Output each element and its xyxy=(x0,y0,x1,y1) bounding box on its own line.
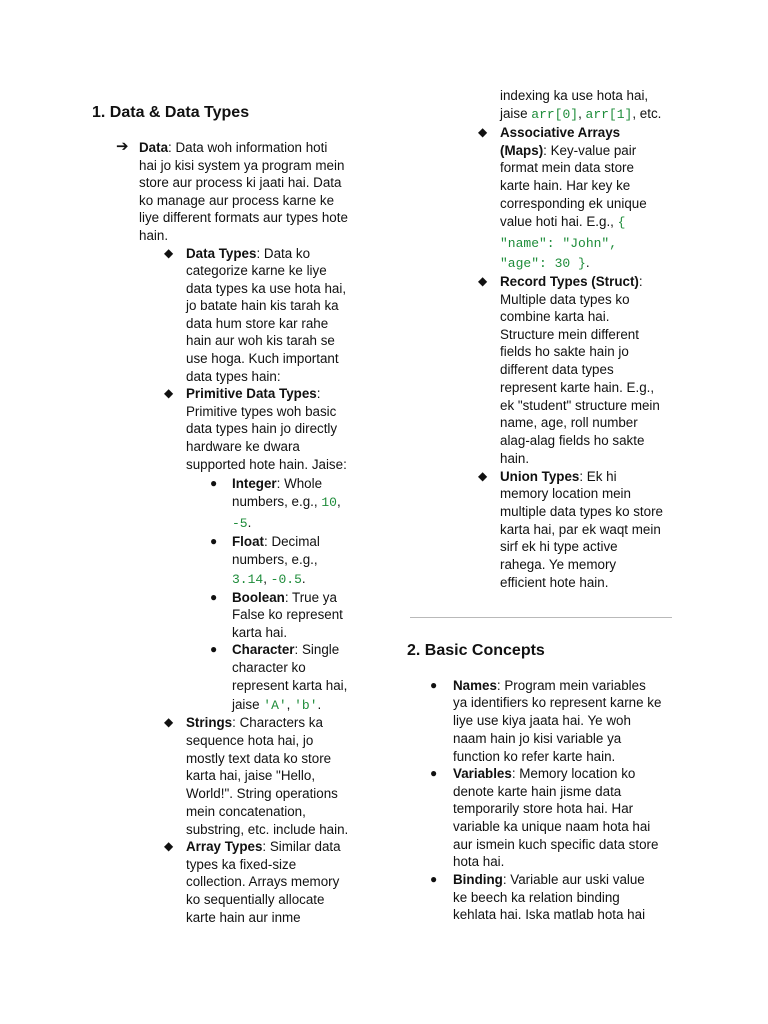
data-definition-line-4: ko manage aur process karne ke xyxy=(139,193,335,208)
integer-line-3: -5. xyxy=(232,515,252,531)
dot-bullet-icon: ● xyxy=(210,642,218,656)
variables-line-2: denote karte hain jisme data xyxy=(453,784,622,799)
strings-line-1: Strings: Characters ka xyxy=(186,715,323,730)
data-definition-line-3: store aur process ki jaati hai. Data xyxy=(139,175,342,190)
array-cont-line-2: jaise arr[0], arr[1], etc. xyxy=(500,106,662,122)
strings-line-7: substring, etc. include hain. xyxy=(186,822,349,837)
assoc-line-4: karte hain. Har key ke xyxy=(500,178,631,193)
diamond-bullet-icon: ◆ xyxy=(478,125,488,139)
assoc-line-8: "age": 30 }. xyxy=(500,255,590,271)
variables-line-5: aur ismein kuch specific data store xyxy=(453,837,659,852)
primitive-line-1: Primitive Data Types: xyxy=(186,386,321,401)
float-line-2: numbers, e.g., xyxy=(232,552,318,567)
assoc-line-3: format mein data store xyxy=(500,160,634,175)
union-line-1: Union Types: Ek hi xyxy=(500,469,617,484)
character-line-1: Character: Single xyxy=(232,642,340,657)
assoc-term-line-1: Associative Arrays xyxy=(500,125,621,140)
section-heading-data-types: 1. Data & Data Types xyxy=(92,104,250,121)
data-definition-line-6: hain. xyxy=(139,228,169,243)
record-line-8: ek "student" structure mein xyxy=(500,398,660,413)
dot-bullet-icon: ● xyxy=(430,678,438,692)
section-heading-basic-concepts: 2. Basic Concepts xyxy=(407,642,545,659)
data-definition-line-2: hai jo kisi system ya program mein xyxy=(139,158,345,173)
record-line-2: Multiple data types ko xyxy=(500,292,630,307)
union-line-4: karta hai, par ek waqt mein xyxy=(500,522,661,537)
binding-line-2: ke beech ka relation binding xyxy=(453,890,620,905)
dot-bullet-icon: ● xyxy=(210,590,218,604)
integer-line-1: Integer: Whole xyxy=(232,476,323,491)
dot-bullet-icon: ● xyxy=(430,766,438,780)
union-line-5: sirf ek hi type active xyxy=(500,539,618,554)
names-line-5: function ko refer karte hain. xyxy=(453,749,616,764)
data-definition-line-5: liye different formats aur types hote xyxy=(139,210,348,225)
record-line-3: combine karta hai. xyxy=(500,309,610,324)
arrays-line-3: collection. Arrays memory xyxy=(186,874,340,889)
dot-bullet-icon: ● xyxy=(430,872,438,886)
array-cont-line-1: indexing ka use hota hai, xyxy=(500,88,649,103)
arrays-line-4: ko sequentially allocate xyxy=(186,892,325,907)
diamond-bullet-icon: ◆ xyxy=(164,839,174,853)
data-types-line-5: data hum store kar rahe xyxy=(186,316,329,331)
data-types-line-7: use hoga. Kuch important xyxy=(186,351,339,366)
diamond-bullet-icon: ◆ xyxy=(164,246,174,260)
data-types-line-8: data types hain: xyxy=(186,369,281,384)
variables-line-6: hota hai. xyxy=(453,854,505,869)
data-types-line-4: jo batate hain kis tarah ka xyxy=(186,298,339,313)
assoc-line-2: (Maps): Key-value pair xyxy=(500,143,637,158)
boolean-line-2: False ko represent xyxy=(232,607,343,622)
arrow-bullet-icon: ➔ xyxy=(116,138,129,155)
data-types-line-1: Data Types: Data ko xyxy=(186,246,311,261)
variables-line-3: temporarily store hota hai. Har xyxy=(453,801,634,816)
arrays-line-5: karte hain aur inme xyxy=(186,910,301,925)
data-types-line-3: data types ka use hota hai, xyxy=(186,281,347,296)
binding-line-1: Binding: Variable aur uski value xyxy=(453,872,645,887)
record-line-1: Record Types (Struct): xyxy=(500,274,643,289)
variables-line-4: variable ka unique naam hota hai xyxy=(453,819,651,834)
float-line-1: Float: Decimal xyxy=(232,534,320,549)
data-types-line-2: categorize karne ke liye xyxy=(186,263,327,278)
strings-line-5: World!". String operations xyxy=(186,786,338,801)
character-line-3: represent karta hai, xyxy=(232,678,348,693)
character-line-4: jaise 'A', 'b'. xyxy=(232,697,322,713)
primitive-line-5: supported hote hain. Jaise: xyxy=(186,457,347,472)
data-definition-line-1: Data: Data woh information hoti xyxy=(139,140,328,155)
float-line-3: 3.14, -0.5. xyxy=(232,571,306,587)
dot-bullet-icon: ● xyxy=(210,476,218,490)
record-line-7: represent karte hain. E.g., xyxy=(500,380,655,395)
names-line-4: naam hain jo kisi variable ya xyxy=(453,731,622,746)
union-line-7: efficient hote hain. xyxy=(500,575,609,590)
binding-line-3: kehlata hai. Iska matlab hota hai xyxy=(453,907,646,922)
strings-line-6: mein concatenation, xyxy=(186,804,306,819)
record-line-6: different data types xyxy=(500,362,614,377)
strings-line-2: sequence hota hai, jo xyxy=(186,733,314,748)
diamond-bullet-icon: ◆ xyxy=(478,469,488,483)
names-line-2: ya identifiers ko represent karne ke xyxy=(453,695,662,710)
record-line-11: hain. xyxy=(500,451,530,466)
diamond-bullet-icon: ◆ xyxy=(478,274,488,288)
diamond-bullet-icon: ◆ xyxy=(164,386,174,400)
record-line-5: fields ho sakte hain jo xyxy=(500,344,629,359)
union-line-3: multiple data types ko store xyxy=(500,504,664,519)
record-line-4: Structure mein different xyxy=(500,327,639,342)
primitive-line-4: hardware ke dwara xyxy=(186,439,300,454)
names-line-3: liye use kiya jaata hai. Ye woh xyxy=(453,713,631,728)
boolean-line-1: Boolean: True ya xyxy=(232,590,337,605)
character-line-2: character ko xyxy=(232,660,306,675)
primitive-line-3: data types hain jo directly xyxy=(186,421,338,436)
strings-line-3: mostly text data ko store xyxy=(186,751,332,766)
strings-line-4: karta hai, jaise "Hello, xyxy=(186,768,316,783)
record-line-10: alag-alag fields ho sakte xyxy=(500,433,645,448)
assoc-line-5: corresponding ek unique xyxy=(500,196,647,211)
data-types-line-6: hain aur woh kis tarah se xyxy=(186,333,335,348)
record-line-9: name, age, roll number xyxy=(500,415,638,430)
assoc-line-6: value hoti hai. E.g., { xyxy=(500,214,626,230)
arrays-line-1: Array Types: Similar data xyxy=(186,839,341,854)
diamond-bullet-icon: ◆ xyxy=(164,715,174,729)
dot-bullet-icon: ● xyxy=(210,534,218,548)
variables-line-1: Variables: Memory location ko xyxy=(453,766,636,781)
boolean-line-3: karta hai. xyxy=(232,625,288,640)
union-line-6: rahega. Ye memory xyxy=(500,557,617,572)
union-line-2: memory location mein xyxy=(500,486,631,501)
integer-line-2: numbers, e.g., 10, xyxy=(232,494,341,510)
arrays-line-2: types ka fixed-size xyxy=(186,857,297,872)
primitive-line-2: Primitive types woh basic xyxy=(186,404,337,419)
horizontal-divider xyxy=(410,617,672,618)
assoc-line-7: "name": "John", xyxy=(500,236,618,251)
names-line-1: Names: Program mein variables xyxy=(453,678,646,693)
